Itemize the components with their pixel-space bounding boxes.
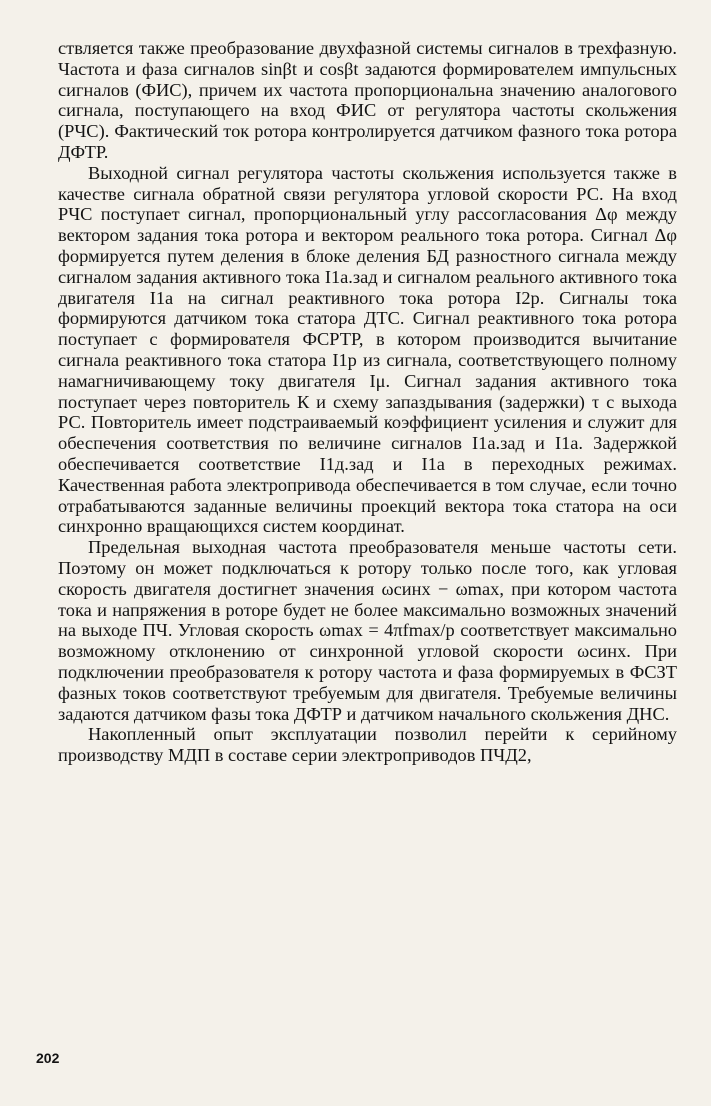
paragraph-2: Выходной сигнал регулятора частоты скольжения используется также в качестве сигнала обратной связи регулятора угловой скорости РС. На вход РЧС поступает сигнал, пропорциональный углу рассогласования Δφ между вектором задания тока ротора и вектором реального тока ротора. Сигнал Δφ формируется путем деления в блоке деления БД разностного сигнала между сигналом задания активного тока I1a.зад и сигналом реального активного тока двигателя I1a на сигнал реактивного тока ротора I2p. Сигналы тока формируются датчиком тока статора ДТС. Сигнал реактивного тока ротора поступает с формирователя ФСРТР, в котором производится вычитание сигнала реактивного тока статора I1p из сигнала, соответствующего полному намагничивающему току двигателя Iμ. Сигнал задания активного тока поступает через повторитель К и схему запаздывания (задержки) τ с выхода РС. Повторитель имеет подстраиваемый коэффициент усиления и служит для обеспечения соответствия по величине сигналов I1a.зад и I1a. Задержкой обеспечивается соответствие I1д.зад и I1a в переходных режимах. Качественная работа электропривода обеспечивается в том случае, если точно отрабатываются заданные величины проекций вектора тока статора на оси синхронно вращающихся систем координат.	[58, 162, 677, 537]
paragraph-1: ствляется также преобразование двухфазной системы сигналов в трехфазную. Частота и фаза сигналов sinβt и cosβt задаются формирователем импульсных сигналов (ФИС), причем их частота пропорциональна значению аналогового сигнала, поступающего на вход ФИС от регулятора частоты скольжения (РЧС). Фактический ток ротора контролируется датчиком фазного тока ротора ДФТР.	[58, 38, 677, 162]
page-number: 202	[36, 1050, 60, 1066]
paragraph-4: Накопленный опыт эксплуатации позволил перейти к серийному производству МДП в составе серии электроприводов ПЧД2,	[58, 724, 677, 766]
paragraph-3: Предельная выходная частота преобразователя меньше частоты сети. Поэтому он может подключаться к ротору только после того, как угловая скорость двигателя достигнет значения ωсинх − ωmax, при котором частота тока и напряжения в роторе будет не более максимально возможных значений на выходе ПЧ. Угловая скорость ωmax = 4πfmax/p соответствует максимально возможному отклонению от синхронной угловой скорости ωсинх. При подключении преобразователя к ротору частота и фаза формируемых в ФСЗТ фазных токов соответствуют требуемым для двигателя. Требуемые величины задаются датчиком фазы тока ДФТР и датчиком начального скольжения ДНС.	[58, 537, 677, 724]
